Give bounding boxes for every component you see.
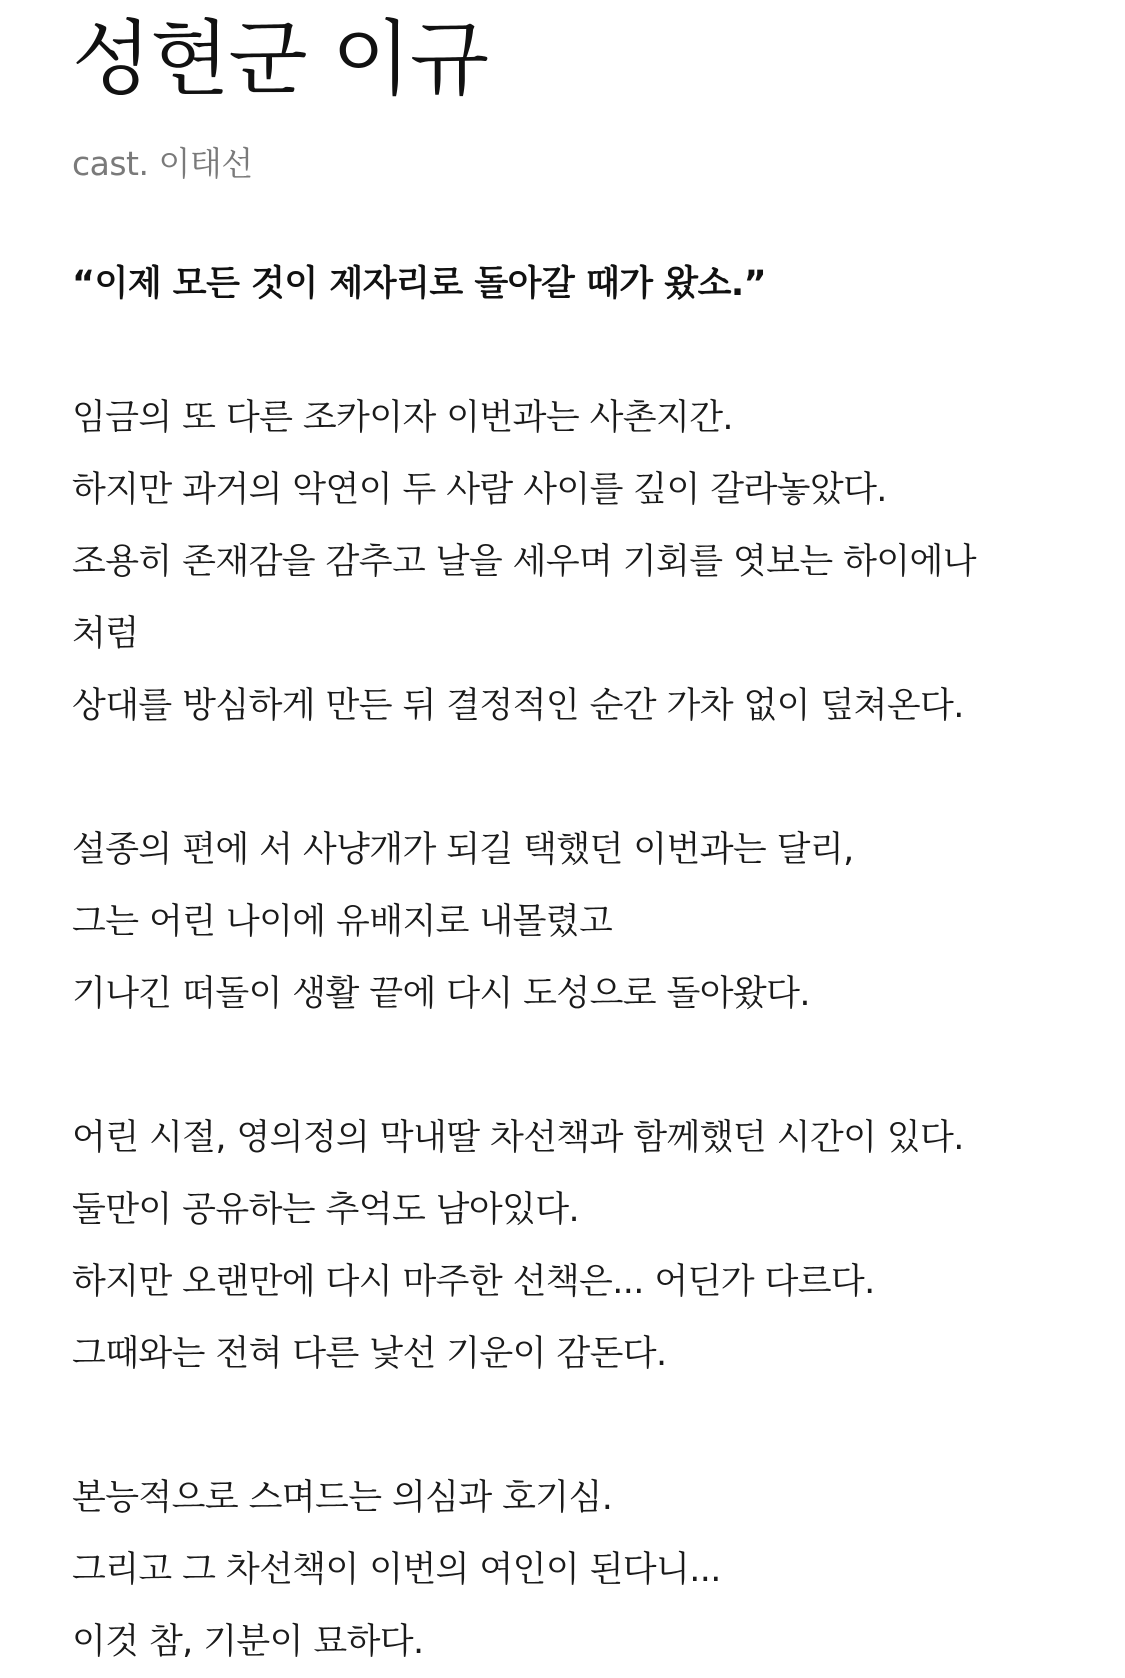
description-paragraph-1 xyxy=(72,382,1072,742)
description-line: 그는 어린 나이에 유배지로 내몰렸고 xyxy=(72,902,613,942)
description-line: 이것 참, 기분이 묘하다. xyxy=(72,1622,424,1662)
description-paragraph-4 xyxy=(72,1462,1072,1678)
description-line: 그리고 그 차선책이 이번의 여인이 된다니... xyxy=(72,1550,721,1590)
description-line: 설종의 편에 서 사냥개가 되길 택했던 이번과는 달리, xyxy=(72,830,854,870)
description-line: 임금의 또 다른 조카이자 이번과는 사촌지간. xyxy=(72,398,733,438)
description-line: 조용히 존재감을 감추고 날을 세우며 기회를 엿보는 하이에나 xyxy=(72,542,976,582)
description-line: 그때와는 전혀 다른 낯선 기운이 감돈다. xyxy=(72,1334,667,1374)
description-line: 기나긴 떠돌이 생활 끝에 다시 도성으로 돌아왔다. xyxy=(72,974,810,1014)
description-line: 본능적으로 스며드는 의심과 호기심. xyxy=(72,1478,613,1518)
description-line: 어린 시절, 영의정의 막내딸 차선책과 함께했던 시간이 있다. xyxy=(72,1118,964,1158)
character-name: 성현군 이규 xyxy=(72,12,489,107)
description-line: 하지만 오랜만에 다시 마주한 선책은... 어딘가 다르다. xyxy=(72,1262,875,1302)
character-profile xyxy=(72,0,1072,1678)
description-line: 상대를 방심하게 만든 뒤 결정적인 순간 가차 없이 덮쳐온다. xyxy=(72,686,964,726)
description-line: 둘만이 공유하는 추억도 남아있다. xyxy=(72,1190,580,1230)
character-quote: “이제 모든 것이 제자리로 돌아갈 때가 왔소.” xyxy=(72,264,767,304)
description-paragraph-3 xyxy=(72,1102,1072,1390)
description-paragraph-2 xyxy=(72,814,1072,1030)
description-line: 처럼 xyxy=(72,614,139,654)
description-line: 하지만 과거의 악연이 두 사람 사이를 깊이 갈라놓았다. xyxy=(72,470,887,510)
cast-credit: cast. 이태선 xyxy=(72,144,253,183)
